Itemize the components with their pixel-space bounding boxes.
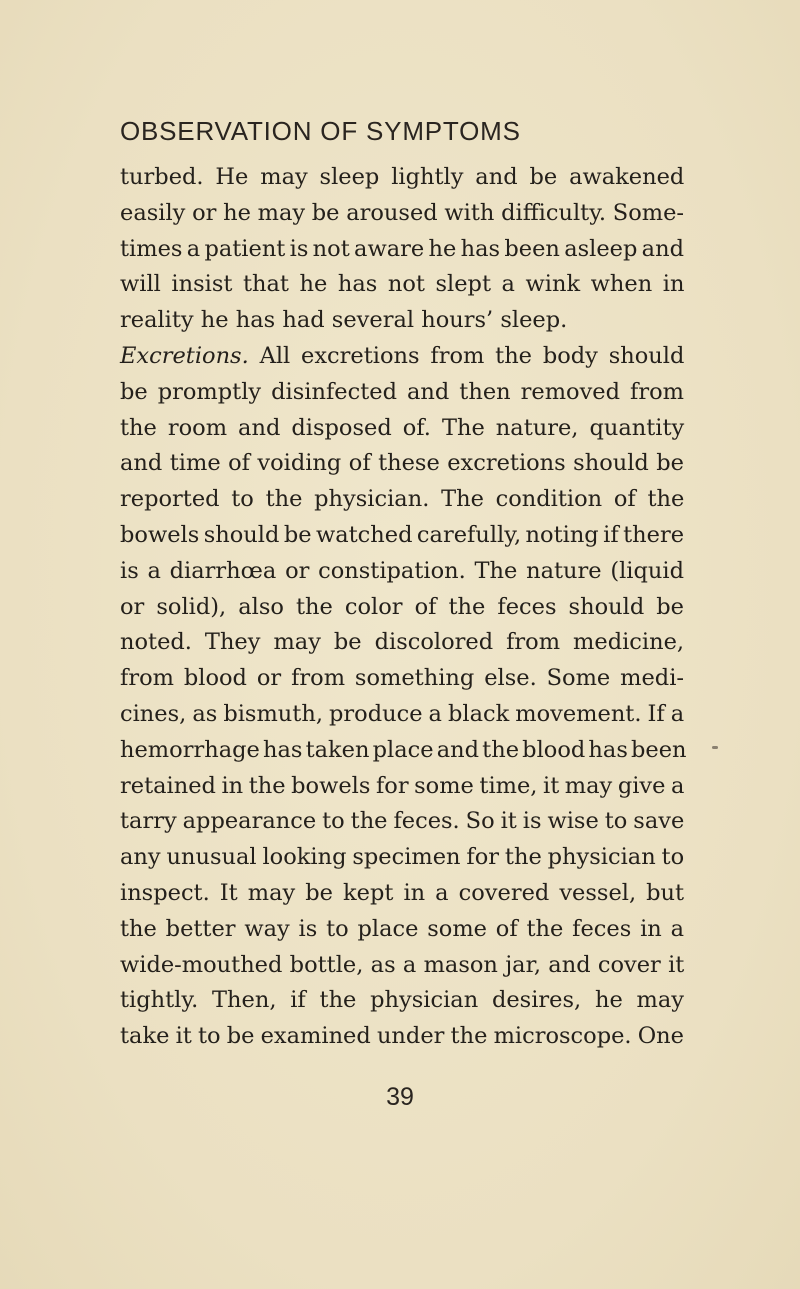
text-line: reality he has had several hours’ sleep. [120, 307, 568, 334]
text-line: tarry appearance to the feces. So it is wise to save [120, 808, 685, 835]
paper-speck [712, 746, 718, 749]
text-line: bowels should be watched carefully, noting if there [120, 521, 685, 548]
text-line: tightly. Then, if the physician desires, he may [120, 987, 684, 1014]
running-header: OBSERVATION OF SYMPTOMS [120, 116, 521, 146]
text-line: turbed. He may sleep lightly and be awakened [120, 164, 685, 190]
text-line: is a diarrhœa or constipation. The nature (liquid [120, 557, 684, 584]
text-line: or solid), also the color of the feces should be [120, 593, 684, 620]
text-line: cines, as bismuth, produce a black movement. If a [120, 700, 685, 727]
text-line: noted. They may be discolored from medicine, [120, 629, 685, 656]
text-line: reported to the physician. The condition of the [120, 486, 685, 513]
text-line: inspect. It may be kept in a covered vessel, but [120, 879, 685, 906]
text-line: easily or he may be aroused with difficulty. Some- [120, 199, 684, 226]
text-line: the room and disposed of. The nature, quantity [120, 414, 685, 441]
text-line: and time of voiding of these excretions should be [120, 450, 684, 477]
section-heading-excretions: Excretions. [120, 342, 249, 369]
body-text [120, 160, 687, 1055]
text-line: from blood or from something else. Some medi- [120, 665, 684, 692]
text-line: retained in the bowels for some time, it may give a [120, 772, 685, 799]
text-line: the better way is to place some of the feces in a [120, 915, 684, 942]
text-line: take it to be examined under the microscope. One [120, 1023, 684, 1050]
text-line: times a patient is not aware he has been asleep and [120, 235, 684, 262]
text-line: any unusual looking specimen for the physician to [120, 844, 685, 871]
text-line: be promptly disinfected and then removed from [120, 378, 684, 405]
text-line-fragment: All excretions from the body should [259, 342, 685, 369]
text-line: wide-mouthed bottle, as a mason jar, and cover it [120, 951, 685, 978]
text-line: will insist that he has not slept a wink when in [120, 271, 685, 298]
text-line-with-heading [120, 339, 684, 375]
text-line: hemorrhage has taken place and the blood has been [120, 736, 687, 763]
page-number: 39 [386, 1083, 414, 1111]
